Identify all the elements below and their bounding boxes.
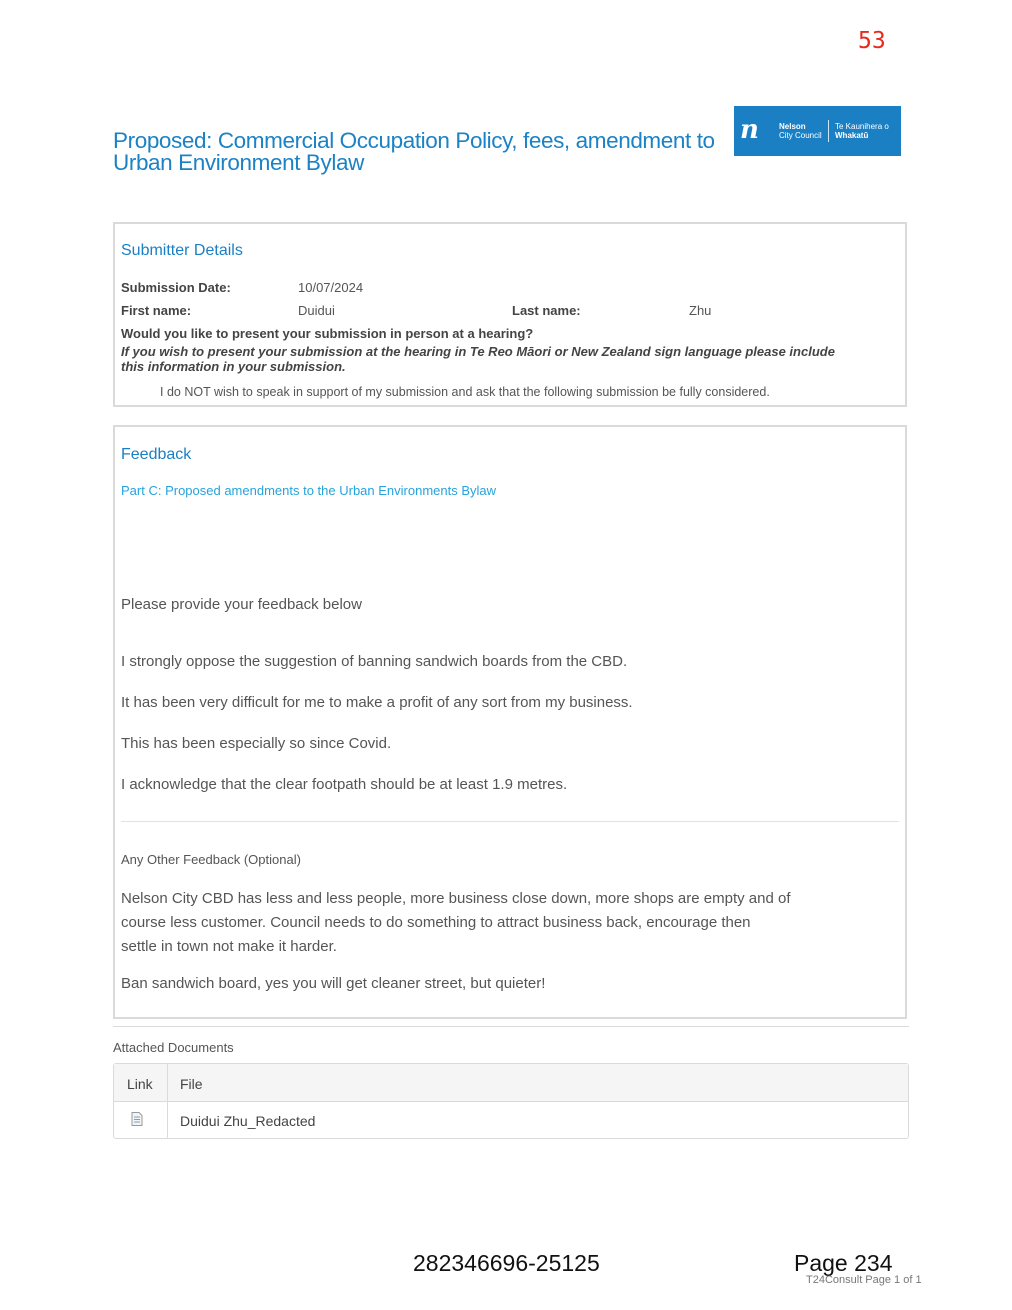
other-feedback-closing: Ban sandwich board, yes you will get cleaner street, but quieter! xyxy=(121,975,546,992)
hearing-question: Would you like to present your submission in person at a hearing? xyxy=(121,326,534,341)
hearing-note: If you wish to present your submission at the hearing in Te Reo Māori or New Zealand sign language please include this information in your submission. xyxy=(121,344,835,374)
page-number: 53 xyxy=(858,28,886,54)
feedback-heading: Feedback xyxy=(121,446,192,463)
feedback-paragraph: I strongly oppose the suggestion of banning sandwich boards from the CBD. xyxy=(121,653,628,670)
submitter-details-heading: Submitter Details xyxy=(121,242,243,259)
council-logo xyxy=(734,106,901,156)
other-feedback-label: Any Other Feedback (Optional) xyxy=(121,852,301,867)
attachments-divider xyxy=(113,1026,909,1027)
feedback-prompt: Please provide your feedback below xyxy=(121,596,362,613)
file-column-header: File xyxy=(180,1076,203,1092)
submitter-details-panel xyxy=(113,222,907,407)
other-feedback-text: Nelson City CBD has less and less people, more business close down, more shops are empty and of course less customer. Council needs to do something to attract business back, encourage then settle in town not make it harder. xyxy=(121,890,791,955)
attachments-table xyxy=(113,1063,909,1139)
first-name-label: First name: xyxy=(121,303,192,318)
logo-mark-icon: n xyxy=(740,115,756,145)
logo-divider xyxy=(828,120,829,142)
column-separator xyxy=(167,1064,168,1138)
footer-text: T24Consult Page 1 of 1 xyxy=(806,1274,922,1286)
attachment-file-name[interactable]: Duidui Zhu_Redacted xyxy=(180,1113,316,1129)
hearing-answer: I do NOT wish to speak in support of my submission and ask that the following submission be fully considered. xyxy=(160,385,770,399)
feedback-paragraph: This has been especially so since Covid. xyxy=(121,735,392,752)
feedback-panel xyxy=(113,425,907,1019)
feedback-divider xyxy=(121,821,899,822)
submission-date-value: 10/07/2024 xyxy=(298,280,364,295)
attached-documents-label: Attached Documents xyxy=(113,1040,234,1055)
last-name-value: Zhu xyxy=(689,303,712,318)
attachments-table-header xyxy=(114,1064,908,1102)
feedback-paragraph: It has been very difficult for me to make a profit of any sort from my business. xyxy=(121,694,633,711)
page-title: Proposed: Commercial Occupation Policy, fees, amendment to Urban Environment Bylaw xyxy=(113,128,715,175)
document-icon[interactable] xyxy=(131,1112,143,1129)
document-id: 282346696-25125 xyxy=(413,1250,600,1276)
last-name-label: Last name: xyxy=(512,303,581,318)
logo-maori-name: Te Kaunihera o Whakatū xyxy=(835,122,889,140)
page-label: Page 234 xyxy=(794,1250,893,1276)
part-c-heading: Part C: Proposed amendments to the Urban Environments Bylaw xyxy=(121,483,497,498)
logo-english-name: Nelson City Council xyxy=(779,122,822,140)
feedback-paragraph: I acknowledge that the clear footpath should be at least 1.9 metres. xyxy=(121,776,568,793)
link-column-header: Link xyxy=(127,1076,153,1092)
submission-date-label: Submission Date: xyxy=(121,280,231,295)
first-name-value: Duidui xyxy=(298,303,335,318)
